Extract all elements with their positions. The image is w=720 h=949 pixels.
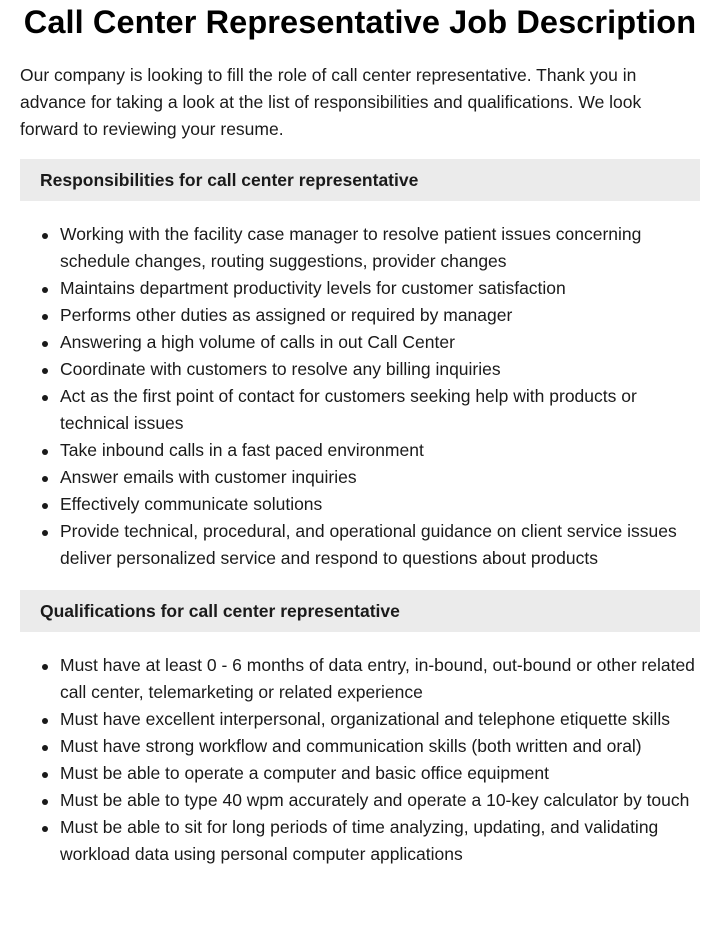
responsibility-item: Performs other duties as assigned or required by manager bbox=[60, 302, 700, 329]
responsibility-item: Answer emails with customer inquiries bbox=[60, 464, 700, 491]
responsibility-item: Provide technical, procedural, and operational guidance on client service issues deliver personalized service and respond to questions about products bbox=[60, 518, 700, 572]
responsibility-item: Maintains department productivity levels for customer satisfaction bbox=[60, 275, 700, 302]
responsibility-item: Coordinate with customers to resolve any billing inquiries bbox=[60, 356, 700, 383]
responsibilities-heading: Responsibilities for call center representative bbox=[20, 159, 700, 201]
responsibility-item: Take inbound calls in a fast paced environment bbox=[60, 437, 700, 464]
qualifications-heading: Qualifications for call center representative bbox=[20, 590, 700, 632]
qualification-item: Must have excellent interpersonal, organizational and telephone etiquette skills bbox=[60, 706, 700, 733]
qualification-item: Must be able to type 40 wpm accurately and operate a 10-key calculator by touch bbox=[60, 787, 700, 814]
qualification-item: Must be able to sit for long periods of time analyzing, updating, and validating workload data using personal computer applications bbox=[60, 814, 700, 868]
qualification-item: Must have strong workflow and communication skills (both written and oral) bbox=[60, 733, 700, 760]
page-title: Call Center Representative Job Description bbox=[23, 4, 697, 40]
responsibility-item: Act as the first point of contact for customers seeking help with products or technical issues bbox=[60, 383, 700, 437]
qualification-item: Must have at least 0 - 6 months of data entry, in-bound, out-bound or other related call center, telemarketing or related experience bbox=[60, 652, 700, 706]
qualification-item: Must be able to operate a computer and basic office equipment bbox=[60, 760, 700, 787]
responsibility-item: Effectively communicate solutions bbox=[60, 491, 700, 518]
intro-paragraph: Our company is looking to fill the role of call center representative. Thank you in advance for taking a look at the list of responsibilities and qualifications. We look forward to reviewing your resume. bbox=[20, 65, 642, 139]
responsibilities-list bbox=[20, 221, 700, 572]
qualifications-list bbox=[20, 652, 700, 868]
responsibility-item: Answering a high volume of calls in out Call Center bbox=[60, 329, 700, 356]
responsibility-item: Working with the facility case manager to resolve patient issues concerning schedule changes, routing suggestions, provider changes bbox=[60, 221, 700, 275]
